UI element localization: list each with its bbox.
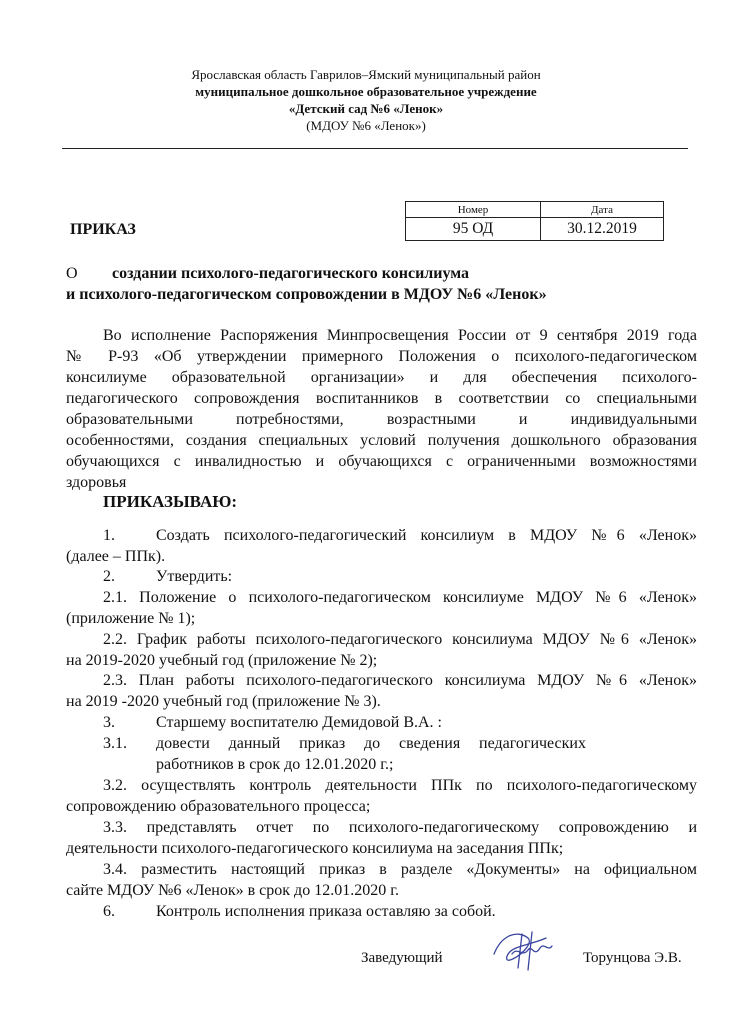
region-line: Ярославская область Гаврилов–Ямский муниципальный район: [191, 67, 541, 82]
item-text: сопровождению образовательного процесса;: [66, 798, 371, 815]
handwritten-signature: [488, 924, 558, 974]
preamble-line: здоровья: [66, 474, 127, 491]
order-word: ПРИКАЗЫВАЮ:: [103, 492, 238, 511]
item-text: Утвердить:: [156, 568, 233, 585]
item-text: сайте МДОУ №6 «Ленок» в срок до 12.01.2020 г.: [66, 882, 399, 899]
number-label: Номер: [406, 202, 541, 218]
item-text: Старшему воспитателю Демидовой В.А. :: [156, 714, 442, 731]
signature-name: Торунцова Э.В.: [583, 950, 682, 966]
item-text: на 2019-2020 учебный год (приложение № 2);: [66, 652, 378, 669]
item-number: 3.1.: [103, 735, 127, 752]
item-text: 2.2. График работы психолого-педагогического консилиума МДОУ №6 «Ленок»: [103, 631, 697, 648]
doc-type-title: ПРИКАЗ: [70, 221, 136, 238]
item-text: Контроль исполнения приказа оставляю за собой.: [156, 903, 496, 920]
preamble-line: особенностями, создания специальных условий получения дошкольного образования: [66, 432, 697, 449]
item-text: (приложение № 1);: [66, 610, 196, 627]
item-text: 3.3. представлять отчет по психолого-педагогическому сопровождению и: [103, 819, 697, 836]
item-text: довести данный приказ до сведения педагогических: [156, 735, 586, 752]
item-number: 3.: [103, 714, 115, 731]
org-type-line: муниципальное дошкольное образовательное учреждение: [195, 84, 537, 99]
signature-position: Заведующий: [361, 950, 443, 966]
subject-line-1: создании психолого-педагогического консилиума: [112, 265, 470, 282]
org-short-line: (МДОУ №6 «Ленок»): [306, 118, 426, 133]
preamble-line: обучающихся с инвалидностью и обучающихся с ограниченными возможностями: [66, 453, 697, 470]
preamble-line: № Р-93 «Об утверждении примерного Положения о психолого-педагогическом: [66, 348, 697, 365]
subject-prefix: О: [66, 265, 78, 282]
item-text: 3.4. разместить настоящий приказ в разделе «Документы» на официальном: [103, 861, 697, 878]
item-text: деятельности психолого-педагогического консилиума на заседания ППк;: [66, 840, 564, 857]
item-number: 2.: [103, 568, 115, 585]
item-text: Создать психолого-педагогический консилиум в МДОУ №6 «Ленок»: [156, 527, 697, 544]
date-label: Дата: [541, 202, 664, 218]
item-text: (далее – ППк).: [66, 548, 166, 565]
header-divider: [62, 148, 688, 149]
item-text: работников в срок до 12.01.2020 г.;: [156, 756, 394, 773]
registry-table: [405, 201, 664, 241]
date-value: 30.12.2019: [541, 218, 664, 241]
preamble-line: образовательными потребностями, возрастными и индивидуальными: [66, 411, 697, 428]
item-number: 1.: [103, 527, 115, 544]
item-text: 3.2. осуществлять контроль деятельности ППк по психолого-педагогическому: [103, 777, 697, 794]
org-name-line: «Детский сад №6 «Ленок»: [288, 101, 444, 116]
item-text: 2.1. Положение о психолого-педагогическом консилиуме МДОУ №6 «Ленок»: [103, 589, 697, 606]
preamble-line: Во исполнение Распоряжения Минпросвещения России от 9 сентября 2019 года: [103, 327, 697, 344]
item-text: 2.3. План работы психолого-педагогического консилиума МДОУ №6 «Ленок»: [103, 672, 697, 689]
subject-line-2: и психолого-педагогическом сопровождении в МДОУ №6 «Ленок»: [66, 286, 547, 303]
preamble-line: консилиуме образовательной организации» и для обеспечения психолого-: [66, 369, 697, 386]
item-text: на 2019 -2020 учебный год (приложение № 3).: [66, 693, 381, 710]
item-number: 6.: [103, 903, 115, 920]
preamble-line: педагогического сопровождения воспитанников в соответствии со специальными: [66, 390, 697, 407]
number-value: 95 ОД: [406, 218, 541, 241]
